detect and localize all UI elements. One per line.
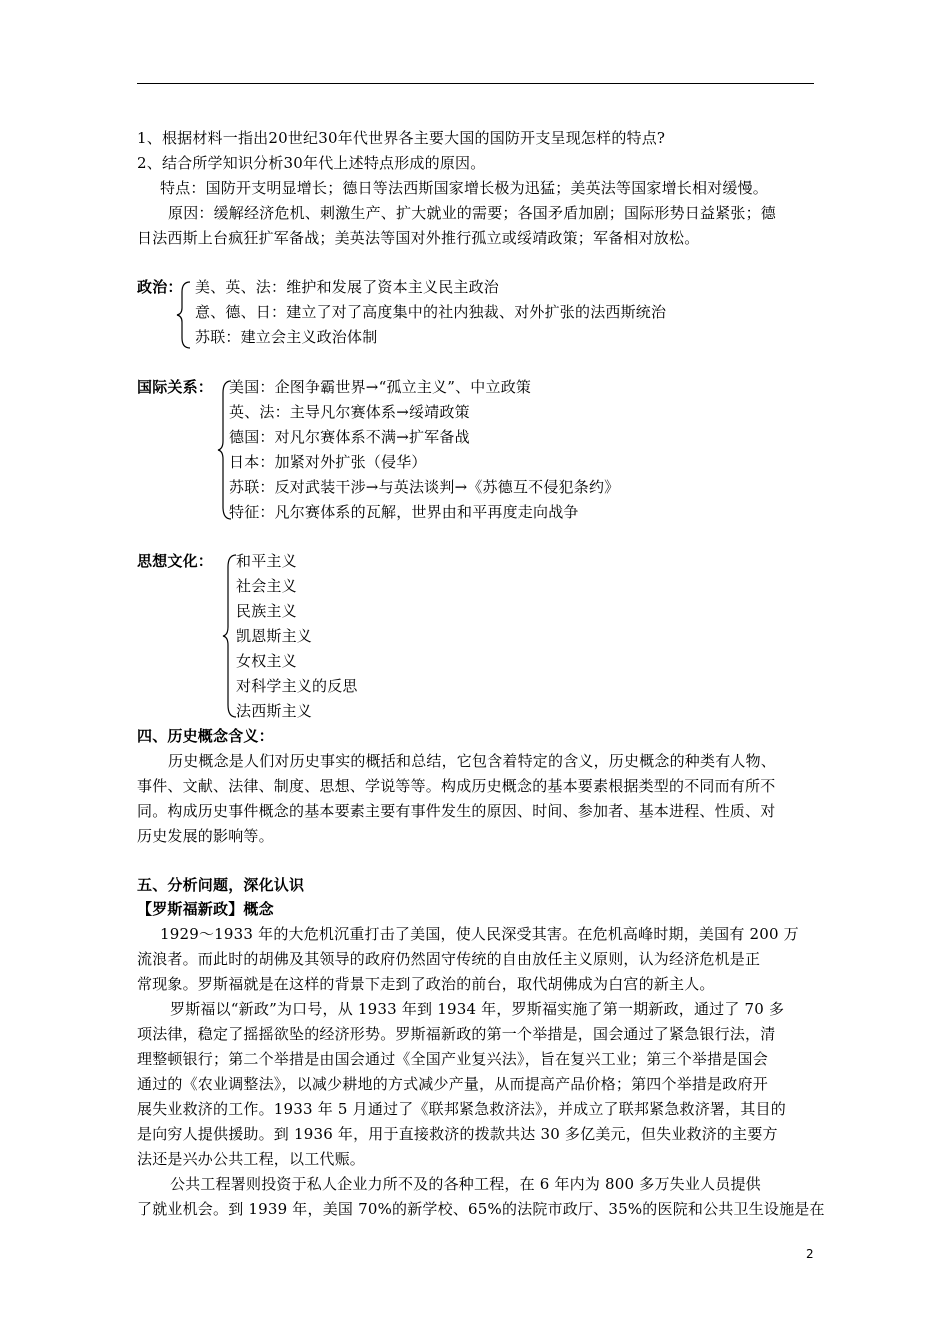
answer-features: 特点：国防开支明显增长；德日等法西斯国家增长极为迅猛；美英法等国家增长相对缓慢。 [160, 179, 769, 197]
question-2: 2、结合所学知识分析30年代上述特点形成的原因。 [137, 154, 486, 172]
section-5-paragraph-line: 理整顿银行；第二个举措是由国会通过《全国产业复兴法》，旨在复兴工业；第三个举措是国会 [137, 1050, 768, 1068]
politics-brace [176, 280, 192, 350]
politics-label: 政治： [137, 278, 183, 296]
section-4-heading: 四、历史概念含义： [137, 727, 274, 745]
section-5-paragraph-line: 流浪者。而此时的胡佛及其领导的政府仍然固守传统的自由放任主义原则，认为经济危机是正 [137, 950, 761, 968]
international-item: 日本：加紧对外扩张（侵华） [229, 453, 427, 471]
international-item: 特征：凡尔赛体系的瓦解，世界由和平再度走向战争 [229, 503, 579, 521]
culture-item: 女权主义 [236, 652, 297, 670]
roosevelt-new-deal-subheading: 【罗斯福新政】概念 [137, 900, 274, 918]
section-5-paragraph-line: 通过的《农业调整法》，以减少耕地的方式减少产量，从而提高产品价格；第四个举措是政府开 [137, 1075, 768, 1093]
section-5-paragraph-line: 常现象。罗斯福就是在这样的背景下走到了政治的前台，取代胡佛成为白宫的新主人。 [137, 975, 715, 993]
answer-reasons-line-1: 原因：缓解经济危机、刺激生产、扩大就业的需要；各国矛盾加剧；国际形势日益紧张；德 [168, 204, 777, 222]
culture-label: 思想文化： [137, 552, 214, 570]
section-4-paragraph-line: 历史发展的影响等。 [137, 827, 274, 845]
international-item: 英、法：主导凡尔赛体系→绥靖政策 [229, 403, 470, 421]
section-4-paragraph-line: 历史概念是人们对历史事实的概括和总结，它包含着特定的含义，历史概念的种类有人物、 [168, 752, 777, 770]
section-5-paragraph-line: 法还是兴办公共工程，以工代赈。 [137, 1150, 366, 1168]
section-5-paragraph-line: 罗斯福以“新政”为口号，从 1933 年到 1934 年，罗斯福实施了第一期新政，通过了 70 多 [170, 1000, 785, 1018]
section-5-paragraph-line: 公共工程署则投资于私人企业力所不及的各种工程，在 6 年内为 800 多万失业人员提供 [170, 1175, 761, 1193]
section-5-paragraph-line: 1929～1933 年的大危机沉重打击了美国，使人民深受其害。在危机高峰时期，美国有 200 万 [160, 925, 799, 943]
header-rule [137, 83, 814, 84]
culture-item: 社会主义 [236, 577, 297, 595]
question-1: 1、根据材料一指出20世纪30年代世界各主要大国的国防开支呈现怎样的特点? [137, 129, 666, 147]
international-item: 苏联：反对武装干涉→与英法谈判→《苏德互不侵犯条约》 [229, 478, 620, 496]
politics-item: 苏联：建立会主义政治体制 [195, 328, 378, 346]
international-item: 美国：企图争霸世界→“孤立主义”、中立政策 [229, 378, 532, 396]
culture-item: 凯恩斯主义 [236, 627, 313, 645]
international-brace [217, 379, 233, 521]
answer-reasons-line-2: 日法西斯上台疯狂扩军备战；美英法等国对外推行孤立或绥靖政策；军备相对放松。 [137, 229, 700, 247]
section-5-paragraph-line: 了就业机会。到 1939 年，美国 70%的新学校、65%的法院市政厅、35%的医院和公共卫生设施是在 [137, 1200, 825, 1218]
section-4-paragraph-line: 同。构成历史事件概念的基本要素主要有事件发生的原因、时间、参加者、基本进程、性质、对 [137, 802, 776, 820]
politics-item: 美、英、法：维护和发展了资本主义民主政治 [195, 278, 500, 296]
section-5-heading: 五、分析问题，深化认识 [137, 876, 305, 894]
section-4-paragraph-line: 事件、文献、法律、制度、思想、学说等等。构成历史概念的基本要素根据类型的不同而有所不 [137, 777, 776, 795]
section-5-paragraph-line: 项法律，稳定了摇摇欲坠的经济形势。罗斯福新政的第一个举措是，国会通过了紧急银行法，清 [137, 1025, 776, 1043]
international-label: 国际关系： [137, 378, 214, 396]
page-number: 2 [806, 1247, 814, 1261]
politics-item: 意、德、日：建立了对了高度集中的社内独裁、对外扩张的法西斯统治 [195, 303, 667, 321]
culture-item: 民族主义 [236, 602, 297, 620]
section-5-paragraph-line: 展失业救济的工作。1933 年 5 月通过了《联邦紧急救济法》，并成立了联邦紧急救济署，其目的 [137, 1100, 786, 1118]
culture-item: 对科学主义的反思 [236, 677, 358, 695]
international-item: 德国：对凡尔赛体系不满→扩军备战 [229, 428, 470, 446]
culture-item: 法西斯主义 [236, 702, 313, 720]
culture-item: 和平主义 [236, 552, 297, 570]
section-5-paragraph-line: 是向穷人提供援助。到 1936 年，用于直接救济的拨款共达 30 多亿美元，但失业救济的主要方 [137, 1125, 778, 1143]
